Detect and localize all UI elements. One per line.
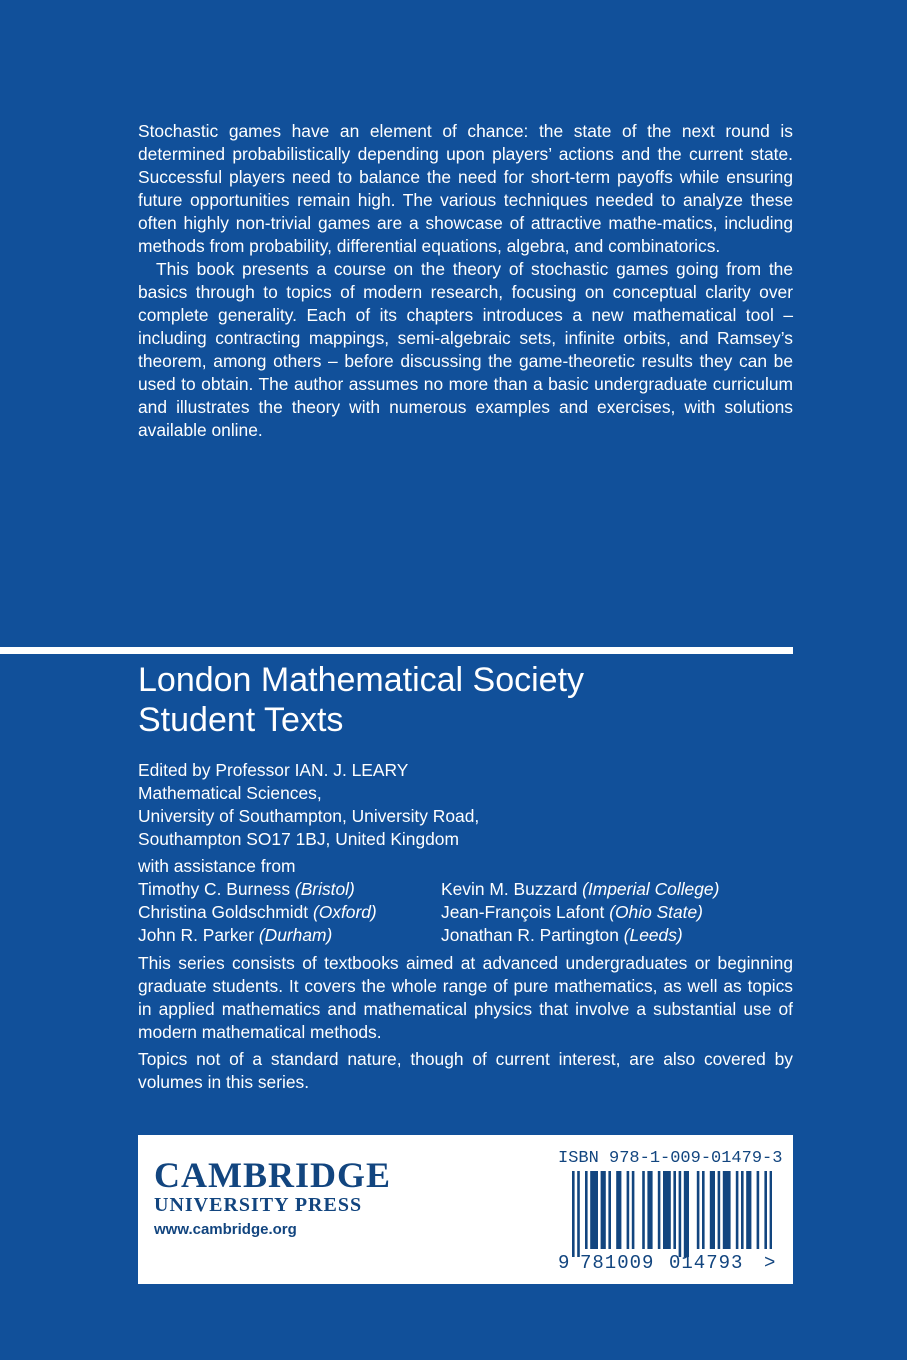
series-description (138, 952, 793, 1098)
series-description-paragraph-1: This series consists of textbooks aimed at advanced undergraduates or beginning graduate students. It covers the whole range of pure mathematics, as well as topics in applied mathematics and mathematical physics that involve a substantial use of modern mathematical methods. (138, 953, 793, 1042)
description-paragraph-2: This book presents a course on the theory of stochastic games going from the basics through to topics of modern research, focusing on conceptual clarity over complete generality. Each of its chapters introduces a new mathematical tool – including contracting mappings, semi-algebraic sets, infinite orbits, and Ramsey’s theorem, among others – before discussing the game-theoretic results they can be used to obtain. The author assumes no more than a basic undergraduate curriculum and illustrates the theory with numerous examples and exercises, with solutions available online. (138, 259, 793, 440)
barcode-bar (590, 1171, 598, 1249)
assistant-name: Christina Goldschmidt (138, 902, 309, 922)
assistant-affiliation: (Durham) (258, 925, 333, 945)
assistant-entry (441, 924, 719, 947)
barcode-bar (601, 1171, 606, 1249)
barcode-bar (757, 1171, 760, 1249)
assistant-name: Jonathan R. Partington (441, 925, 619, 945)
barcode-bar (663, 1171, 671, 1249)
series-description-paragraph-2: Topics not of a standard nature, though of current interest, are also covered by volumes in this series. (138, 1049, 793, 1092)
barcode-bar (673, 1171, 676, 1249)
series-title (138, 660, 798, 740)
publisher-press: UNIVERSITY PRESS (154, 1194, 363, 1216)
publisher-footer (138, 1135, 793, 1284)
editor-line-1: Edited by Professor IAN. J. LEARY (138, 760, 409, 780)
publisher-logo (154, 1157, 391, 1241)
assistant-name: Jean-François Lafont (441, 902, 605, 922)
barcode-digit-lead: 9 (558, 1252, 570, 1274)
series-editor (138, 759, 793, 851)
barcode-bar (616, 1171, 621, 1249)
barcode-bars-icon (572, 1171, 772, 1257)
assistants-column-left (138, 878, 377, 947)
barcode-bar (632, 1171, 635, 1249)
publisher-website[interactable]: www.cambridge.org (154, 1221, 297, 1238)
barcode-bar (736, 1171, 739, 1249)
barcode-bar (658, 1171, 661, 1249)
assistant-affiliation: (Ohio State) (609, 902, 703, 922)
barcode-bar (608, 1171, 611, 1249)
description-paragraph-1: Stochastic games have an element of chance: the state of the next round is determined probabilistically depending upon players’ actions and the current state. Successful players need to balance the need for short-term payoffs while ensuring future opportunities remain high. The various techniques needed to analyze these often highly non-trivial games are a showcase of attractive mathe-matics, including methods from probability, differential equations, algebra, and combinatorics. (138, 121, 793, 256)
barcode-bar (577, 1171, 580, 1257)
assistant-entry (138, 878, 377, 901)
barcode-bar (741, 1171, 744, 1249)
barcode-bar (697, 1171, 700, 1249)
editor-line-3: University of Southampton, University Road, (138, 806, 480, 826)
barcode-bar (647, 1171, 652, 1249)
barcode-bar (723, 1171, 731, 1249)
series-title-line-2: Student Texts (138, 701, 344, 739)
isbn-label: ISBN 978-1-009-01479-3 (558, 1149, 783, 1168)
publisher-name: CAMBRIDGE (154, 1155, 392, 1195)
assistant-entry (441, 901, 719, 924)
barcode-digit-end: > (764, 1252, 776, 1274)
barcode-bar (627, 1171, 630, 1249)
barcode-bar (572, 1171, 575, 1257)
assistant-entry (138, 901, 377, 924)
assistants-column-right (441, 878, 719, 947)
barcode-bar (684, 1171, 689, 1257)
assistant-entry (441, 878, 719, 901)
assistant-affiliation: (Oxford) (312, 902, 377, 922)
series-title-line-1: London Mathematical Society (138, 661, 585, 699)
barcode-digits-group-2: 014793 (669, 1252, 744, 1274)
barcode-digits-group-1: 781009 (580, 1252, 655, 1274)
assistant-name: Timothy C. Burness (138, 879, 291, 899)
barcode-bar (718, 1171, 721, 1249)
barcode-bar (770, 1171, 772, 1249)
barcode-bar (764, 1171, 767, 1249)
section-divider (0, 647, 793, 654)
assistant-affiliation: (Leeds) (623, 925, 683, 945)
book-description (138, 120, 793, 442)
assistant-affiliation: (Bristol) (294, 879, 355, 899)
barcode-bar (642, 1171, 645, 1249)
assistant-name: Kevin M. Buzzard (441, 879, 578, 899)
barcode-bar (710, 1171, 715, 1249)
assistant-entry (138, 924, 377, 947)
isbn-barcode (558, 1149, 788, 1279)
barcode-bar (585, 1171, 588, 1249)
assistant-affiliation: (Imperial College) (582, 879, 720, 899)
barcode-bar (679, 1171, 682, 1257)
editor-line-4: Southampton SO17 1BJ, United Kingdom (138, 829, 459, 849)
editor-line-2: Mathematical Sciences, (138, 783, 322, 803)
barcode-bar (702, 1171, 705, 1249)
barcode-bar (746, 1171, 751, 1249)
assistant-name: John R. Parker (138, 925, 254, 945)
assistance-label: with assistance from (138, 856, 296, 876)
